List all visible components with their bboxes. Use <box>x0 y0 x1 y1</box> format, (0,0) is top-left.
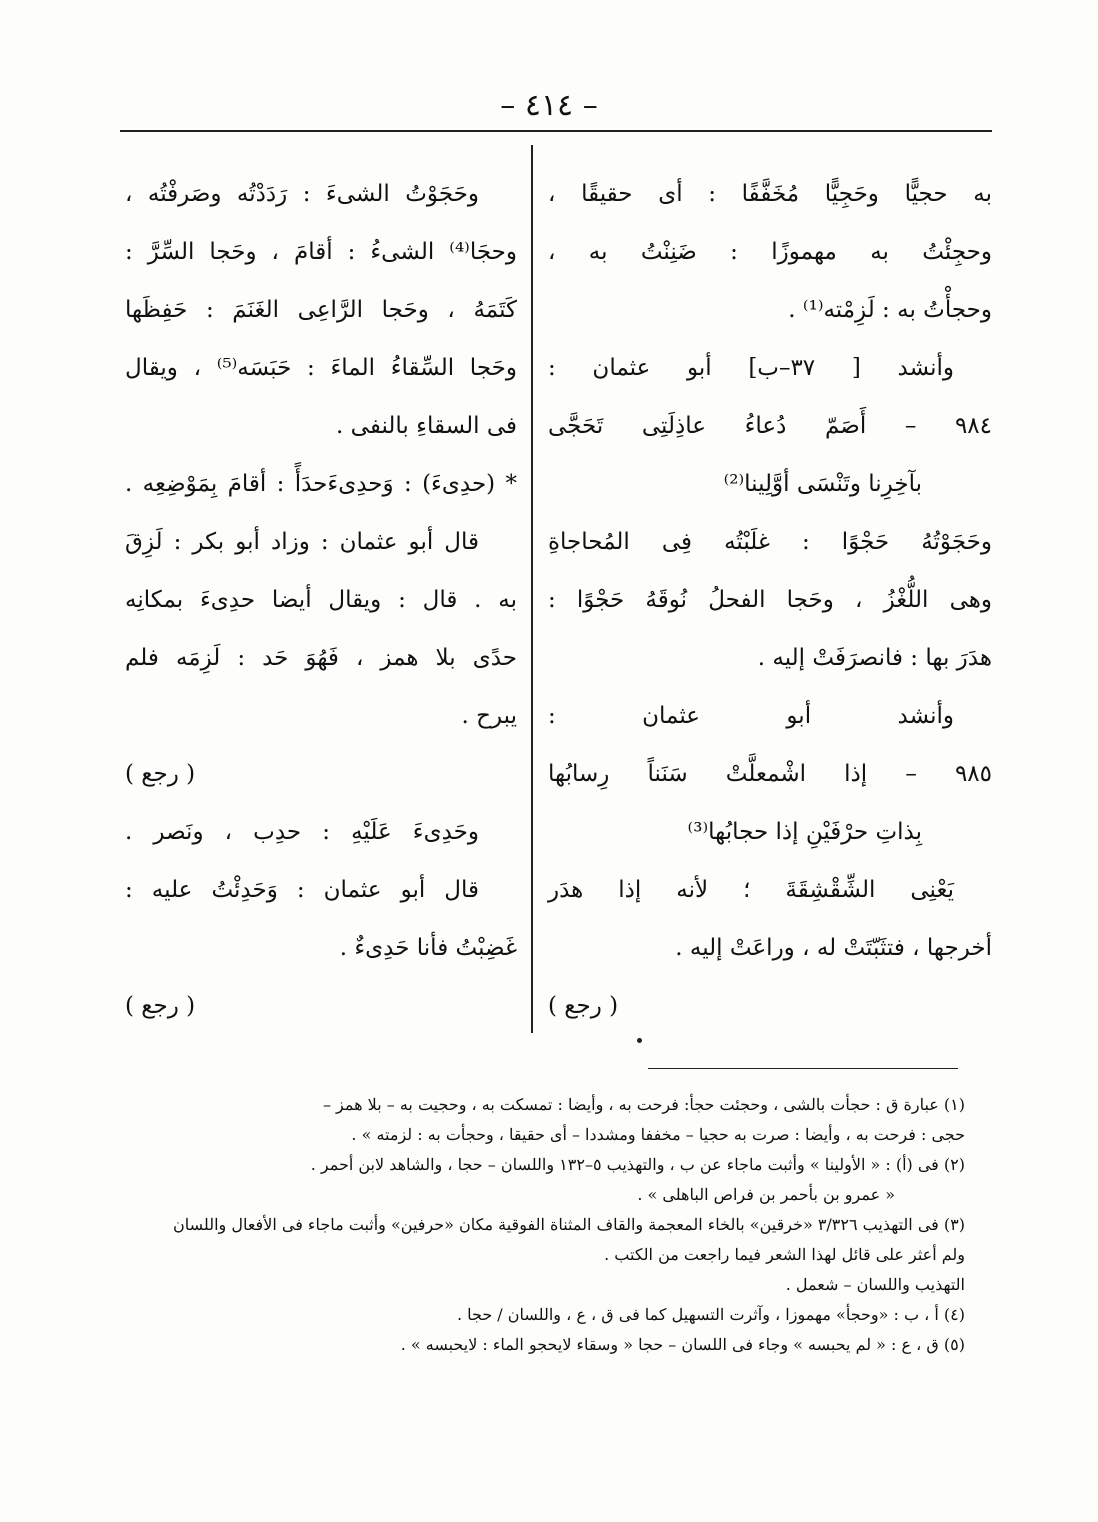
left-column-line: ( رجع ) <box>125 761 196 787</box>
left-column-line: وحَدِىءَ عَلَيْهِ : حدِب ، ونَصر . <box>125 819 479 845</box>
right-column-line: وأنشد أبو عثمان : <box>548 703 954 729</box>
page-number: – ٤١٤ – <box>500 88 598 123</box>
footnote-line: « عمرو بن بأحمر بن فراص الباهلى » . <box>637 1185 895 1204</box>
footnote-line: التهذيب واللسان – شعمل . <box>785 1275 965 1294</box>
left-column-line: وحَجا السِّقاءُ الماءَ : حَبَسَه⁽⁵⁾ ، ويقال <box>125 355 517 381</box>
left-column-line: حدًى بلا همز ، فَهُوَ حَد : لَزِمَه فلم <box>125 645 517 671</box>
right-column-line: وحجأْتُ به : لَزِمْته⁽¹⁾ . <box>788 297 992 323</box>
left-column-line: قال أبو عثمان : وزاد أبو بكر : لَزِقَ <box>125 529 479 555</box>
right-column-line: وحجِئْتُ به مهموزًا : ضَنِنْتُ به ، <box>548 239 992 265</box>
separator-dot <box>637 1038 642 1043</box>
footnote-line: (٥) ق ، ع : « لم يحبسه » وجاء فى اللسان – حجا « وسقاء لايحجو الماء : لايحبسه » . <box>400 1335 965 1354</box>
left-column-line: يبرح . <box>461 703 517 729</box>
right-column-line: هدَرَ بها : فانصرَفَتْ إليه . <box>757 645 992 671</box>
right-column-line: ٩٨٥ – إذا اشْمعلَّتْ سَنَناً رِسابُها <box>548 761 992 787</box>
left-column-line: كَتَمَهُ ، وحَجا الرَّاعِى الغَنَمَ : حَفِظَها <box>125 297 517 323</box>
left-column-line: ( رجع ) <box>125 993 196 1019</box>
footnote-line: ولم أعثر على قائل لهذا الشعر فيما راجعت من الكتب . <box>604 1245 965 1264</box>
right-column-line: أخرجها ، فتثَبّتَتْ له ، وراعَتْ إليه . <box>675 935 992 961</box>
footnote-line: (٢) فى (أ) : « الأولينا » وأثبت ماجاء عن ب ، والتهذيب ٥–١٣٢ واللسان – حجا ، والشاهد لابن أحمر . <box>310 1155 965 1174</box>
right-column-line: ٩٨٤ – أَصَمّ دُعاءُ عاذِلَتِى تَحَجَّى <box>548 413 992 439</box>
left-column-line: غَضِبْتُ فأنا حَدِىءٌ . <box>339 935 517 961</box>
footnote-line: (٣) فى التهذيب ٣/٣٢٦ «خرقين» بالخاء المعجمة والقاف المثناة الفوقية مكان «حرفين» وأثبت ماجاء فى الأفعال واللسان <box>173 1215 965 1234</box>
right-column-line: به حجيًّا وحَجِيًّا مُخَفَّفًا : أى حقيقًا ، <box>548 181 992 207</box>
left-column-line: فى السقاءِ بالنفى . <box>336 413 517 439</box>
right-column-line: وهى اللُّغْزُ ، وحَجا الفحلُ نُوقَهُ حَجْوًا : <box>548 587 992 613</box>
left-column <box>125 165 517 1035</box>
right-column-line: بِذاتِ حرْفَيْنِ إذا حجابُها⁽³⁾ <box>687 819 922 845</box>
left-column-line: وحجَا⁽⁴⁾ الشىءُ : أقامَ ، وحَجا السِّرَّ : <box>125 239 517 265</box>
footnote-rule <box>648 1068 958 1069</box>
left-column-line: قال أبو عثمان : وَحَدِئْتُ عليه : <box>125 877 479 903</box>
left-column-line: به . قال : ويقال أيضا حدِىءَ بمكانِه <box>125 587 517 613</box>
right-column-line: بآخِرِنا وتَنْسَى أوَّلِينا⁽²⁾ <box>723 471 922 497</box>
left-column-line: * (حدِىءَ) : وَحدِىءَحدَأً : أقامَ بِمَوْضِعِه . <box>125 471 517 497</box>
footnotes <box>125 1090 965 1360</box>
right-column-line: ( رجع ) <box>548 993 619 1019</box>
footnote-line: (٤) أ ، ب : «وحجأ» مهموزا ، وآثرت التسهيل كما فى ق ، ع ، واللسان / حجا . <box>456 1305 965 1324</box>
footnote-line: (١) عبارة ق : حجأت بالشى ، وحجئت حجأ: فرحت به ، وأيضا : تمسكت به ، وحجيت به – بلا همز – <box>322 1095 965 1114</box>
footnote-line: حجى : فرحت به ، وأيضا : صرت به حجيا – مخففا ومشددا – أى حقيقا ، وحجأت به : لزمته » . <box>351 1125 965 1144</box>
right-column <box>548 165 992 1035</box>
right-column-line: وحَجَوْتُهُ حَجْوًا : غلَبْتُه فِى المُحاجاةِ <box>548 529 992 555</box>
column-divider <box>531 145 533 1033</box>
right-column-line: وأنشد [ ٣٧–ب] أبو عثمان : <box>548 355 954 381</box>
right-column-line: يَعْنِى الشِّقْشِقَةَ ؛ لأنه إذا هدَر <box>548 877 954 903</box>
left-column-line: وحَجَوْتُ الشىءَ : رَدَدْتُه وصَرفْتُه ، <box>125 181 479 207</box>
header-rule <box>120 130 992 132</box>
